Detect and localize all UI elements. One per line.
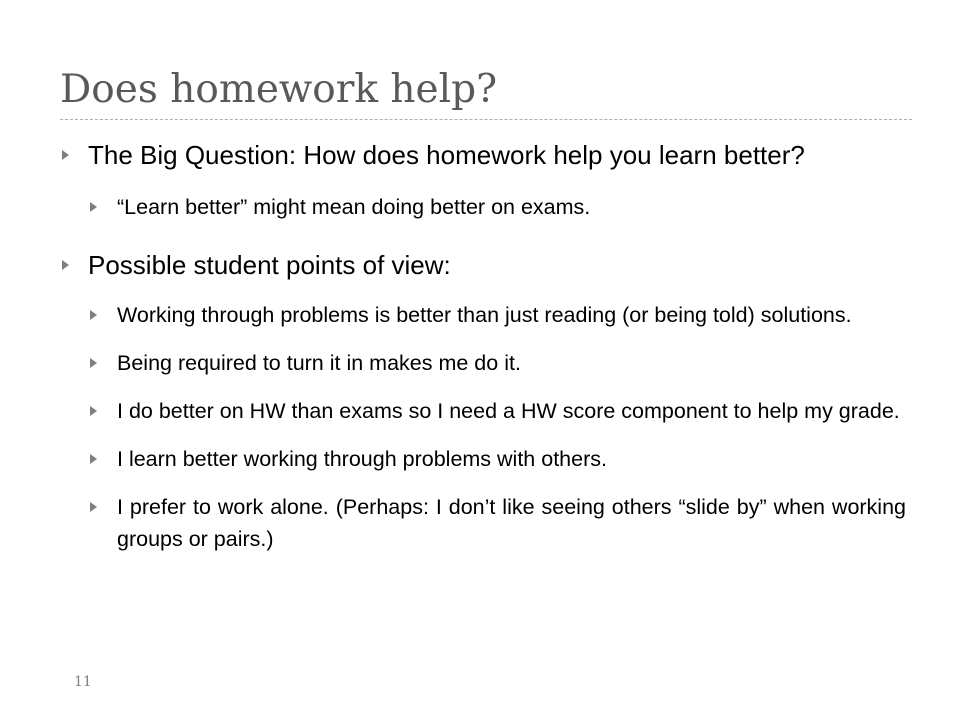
sub-bullet-learn-better [88,191,906,223]
bullet-text: The Big Question: How does homework help you learn better? [88,140,805,170]
triangle-right-icon [90,358,97,368]
triangle-right-icon [90,502,97,512]
title-divider [60,119,912,120]
bullet-student-views [60,247,906,283]
sub-bullet-turn-in [88,347,906,379]
sub-bullet-work-with-others [88,443,906,475]
page-number: 11 [74,674,92,690]
sub-bullet-text: Being required to turn it in makes me do it. [117,351,521,375]
sub-bullet-text: “Learn better” might mean doing better on exams. [117,195,591,219]
sub-bullet-working-problems [88,299,906,331]
sub-bullet-text: I do better on HW than exams so I need a HW score component to help my grade. [117,399,900,423]
sub-bullet-hw-score [88,395,906,427]
triangle-right-icon [62,260,69,270]
slide-body [60,137,906,555]
sub-bullet-text: I learn better working through problems with others. [117,447,607,471]
sub-bullet-text: Working through problems is better than just reading (or being told) solutions. [117,303,852,327]
triangle-right-icon [90,310,97,320]
triangle-right-icon [90,406,97,416]
triangle-right-icon [90,202,97,212]
bullet-big-question [60,137,906,173]
slide-title: Does homework help? [60,67,497,112]
bullet-text: Possible student points of view: [88,250,451,280]
sub-bullet-text: I prefer to work alone. (Perhaps: I don’t like seeing others “slide by” when working groups or pairs.) [117,495,906,551]
sub-bullet-work-alone [88,491,906,555]
triangle-right-icon [62,150,69,160]
triangle-right-icon [90,454,97,464]
